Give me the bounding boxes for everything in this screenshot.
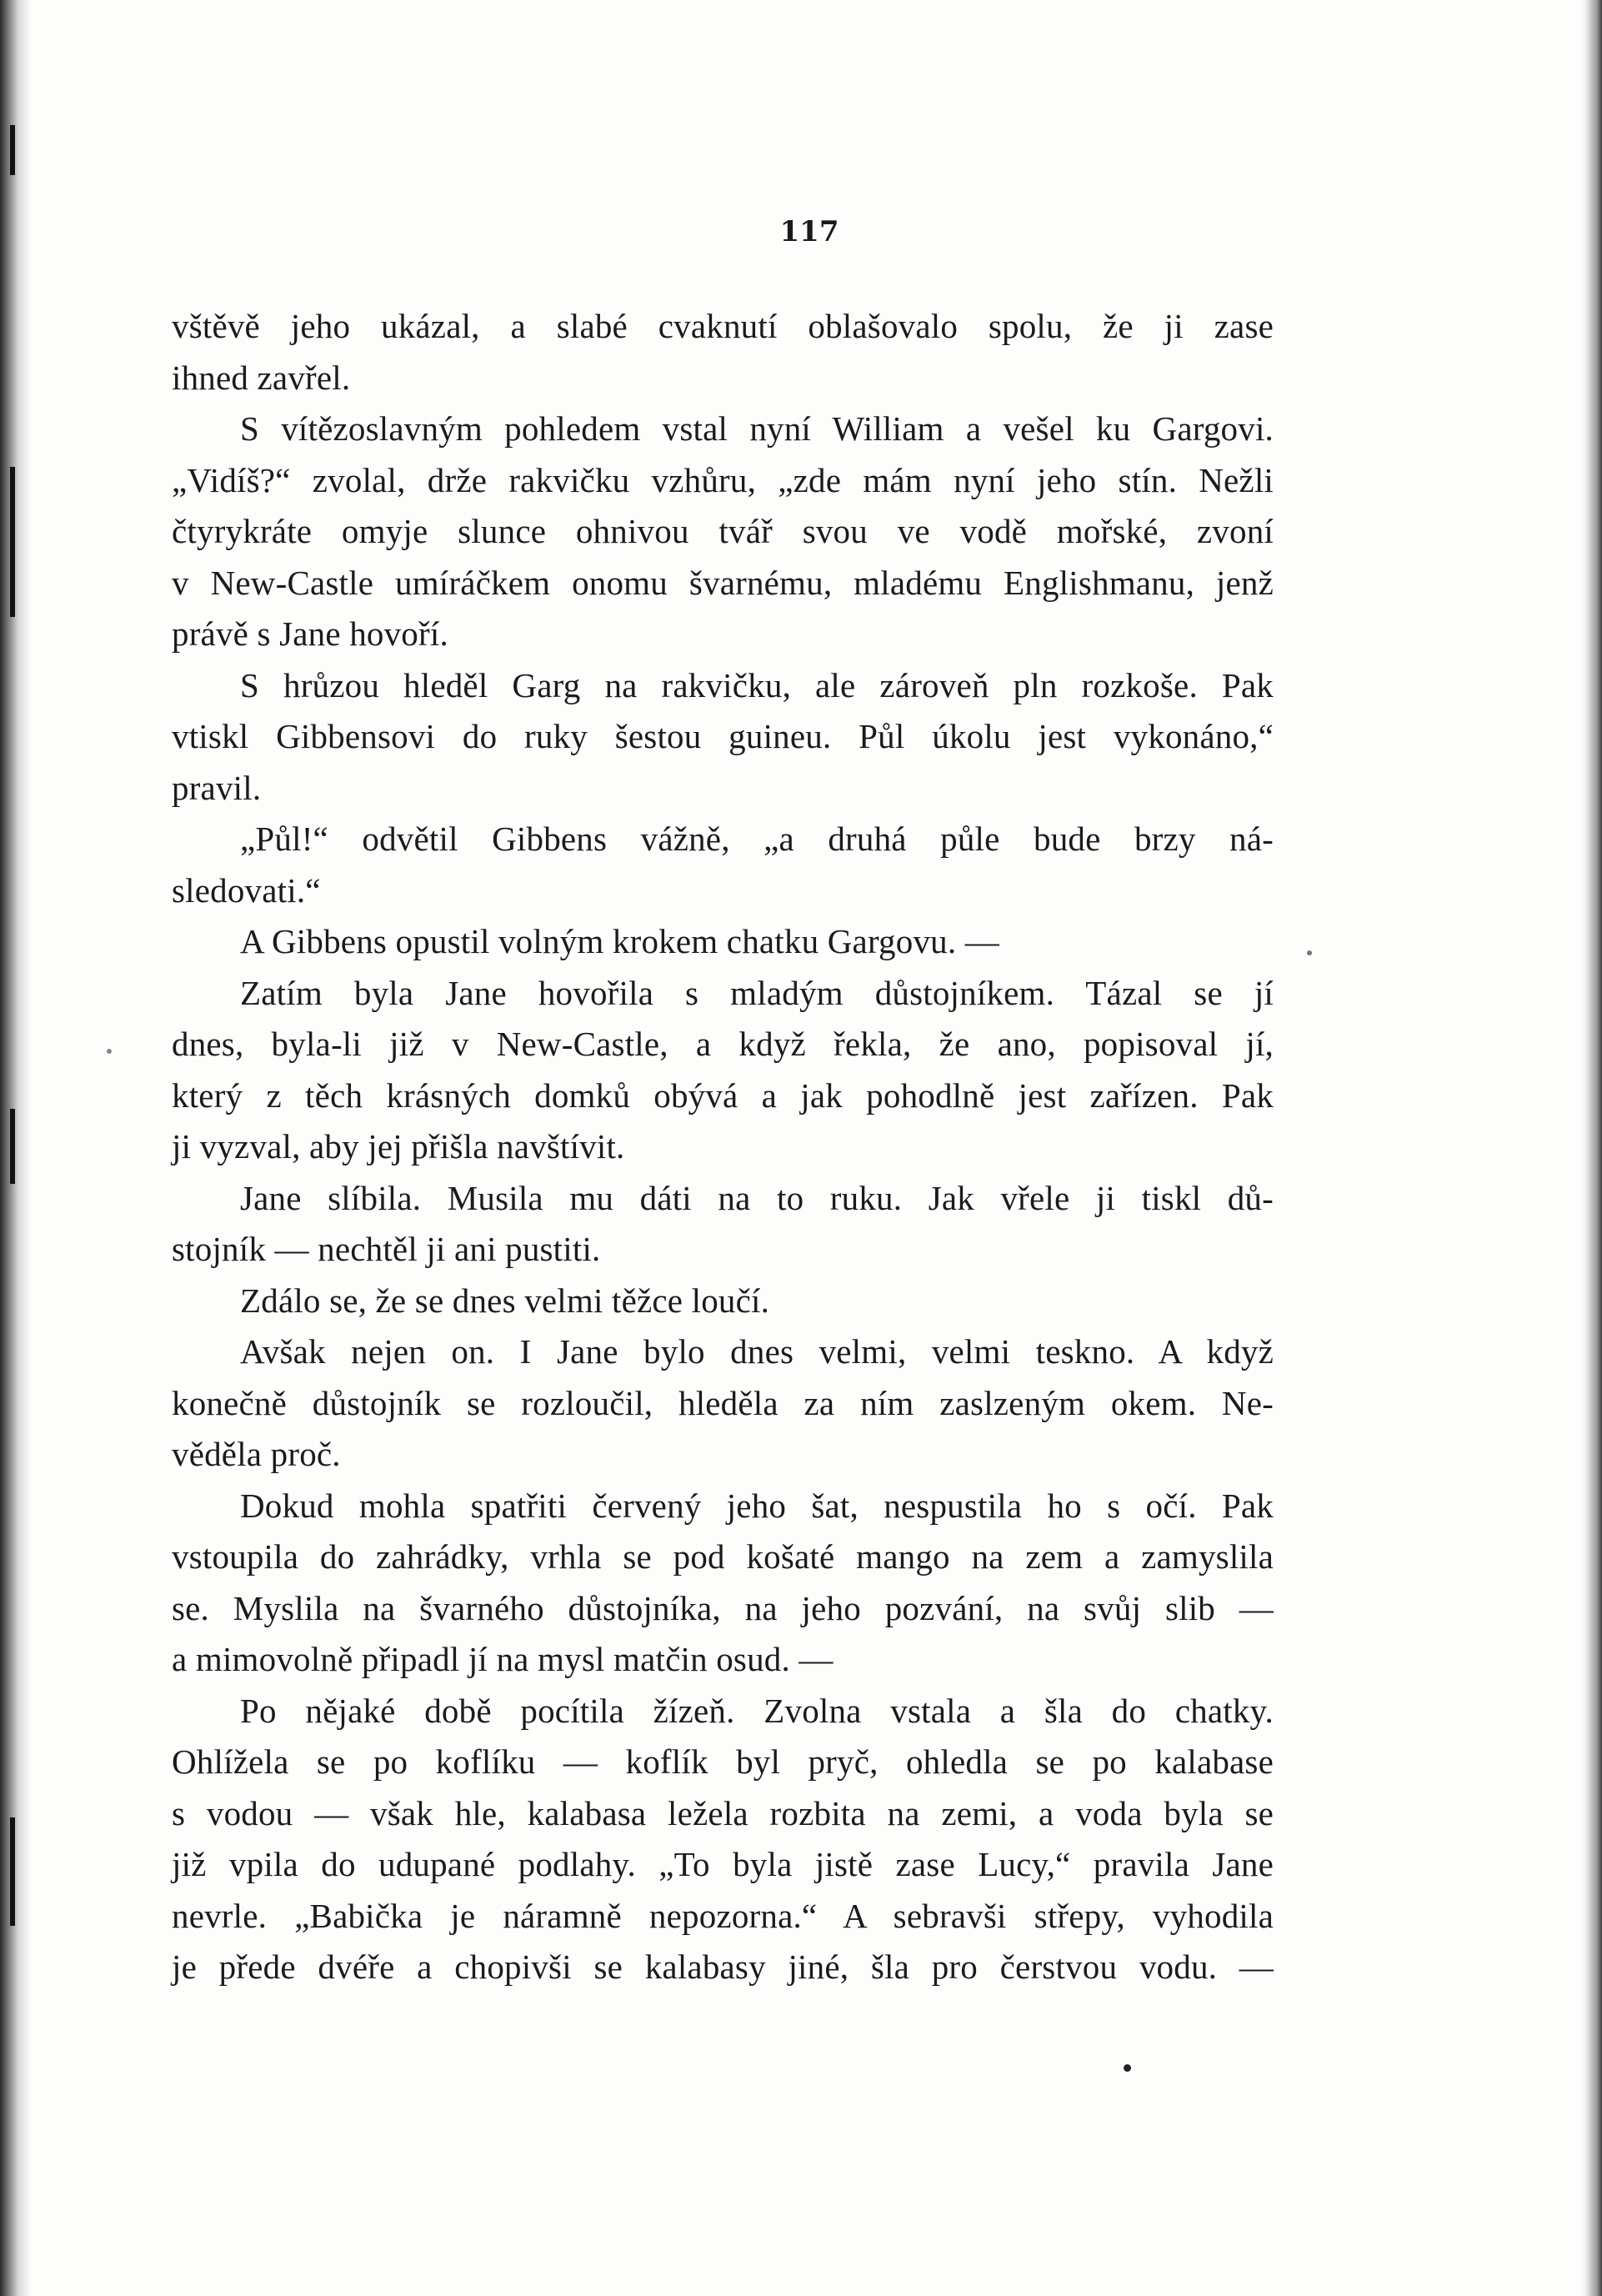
text-line: Avšak nejen on. I Jane bylo dnes velmi, velmi teskno. A když <box>240 1332 1274 1371</box>
text-line: vštěvě jeho ukázal, a slabé cvaknutí oblašovalo spolu, že ji zase <box>172 307 1274 345</box>
text-line: v New-Castle umíráčkem onomu švarnému, mladému Englishmanu, jenž <box>172 563 1274 602</box>
text-line: vtiskl Gibbensovi do ruky šestou guineu. Půl úkolu jest vykonáno,“ <box>172 717 1274 755</box>
text-line: věděla proč. <box>172 1435 341 1473</box>
text-line: Ohlížela se po koflíku — koflík byl pryč, ohledla se po kalabase <box>172 1742 1274 1781</box>
text-line: „Vidíš?“ zvolal, drže rakvičku vzhůru, „zde mám nyní jeho stín. Nežli <box>172 460 1274 499</box>
text-line: vstoupila do zahrádky, vrhla se pod košaté mango na zem a zamyslila <box>172 1537 1274 1576</box>
text-line: sledovati.“ <box>172 870 321 910</box>
text-line: Jane slíbila. Musila mu dáti na to ruku. Jak vřele ji tiskl dů- <box>240 1178 1274 1217</box>
text-line: pravil. <box>172 768 262 807</box>
text-line: stojník — nechtěl ji ani pustiti. <box>172 1230 601 1268</box>
ink-speck <box>1124 2064 1131 2072</box>
text-line: právě s Jane hovoří. <box>172 614 448 653</box>
text-line: konečně důstojník se rozloučil, hleděla za ním zaslzeným okem. Ne- <box>172 1383 1274 1422</box>
text-line: již vpila do udupané podlahy. „To byla jistě zase Lucy,“ pravila Jane <box>172 1845 1274 1883</box>
text-line: S vítězoslavným pohledem vstal nyní William a vešel ku Gargovi. <box>240 409 1274 448</box>
text-line: S hrůzou hleděl Garg na rakvičku, ale zároveň pln rozkoše. Pak <box>240 665 1274 704</box>
text-line: je přede dvéře a chopivši se kalabasy jiné, šla pro čerstvou vodu. — <box>172 1948 1274 1986</box>
text-line: A Gibbens opustil volným krokem chatku Gargovu. — <box>240 922 999 960</box>
text-line: ji vyzval, aby jej přišla navštívit. <box>172 1127 625 1166</box>
text-line: Dokud mohla spatřiti červený jeho šat, nespustila ho s očí. Pak <box>240 1486 1274 1525</box>
ink-speck <box>107 1049 112 1054</box>
text-line: s vodou — však hle, kalabasa ležela rozbita na zemi, a voda byla se <box>172 1793 1274 1832</box>
text-line: Po nějaké době pocítila žízeň. Zvolna vstala a šla do chatky. <box>240 1691 1274 1730</box>
text-line: a mimovolně připadl jí na mysl matčin osud. — <box>172 1640 834 1678</box>
text-line: se. Myslila na švarného důstojníka, na jeho pozvání, na svůj slib — <box>172 1588 1274 1627</box>
text-line: Zdálo se, že se dnes velmi těžce loučí. <box>240 1281 770 1320</box>
binding-edge <box>0 0 32 2296</box>
text-line: čtyrykráte omyje slunce ohnivou tvář svou ve vodě mořské, zvoní <box>172 512 1274 550</box>
text-line: „Půl!“ odvětil Gibbens vážně, „a druhá půle bude brzy ná- <box>240 820 1274 858</box>
text-line: dnes, byla-li již v New-Castle, a když řekla, že ano, popisoval jí, <box>172 1025 1274 1063</box>
binding-mark <box>10 1817 15 1926</box>
page-right-edge <box>1580 0 1602 2296</box>
binding-mark <box>10 125 15 175</box>
text-line: Zatím byla Jane hovořila s mladým důstojníkem. Tázal se jí <box>240 973 1274 1012</box>
binding-mark <box>10 467 15 617</box>
body-text <box>172 301 1274 1993</box>
binding-mark <box>10 1109 15 1184</box>
text-line: který z těch krásných domků obývá a jak pohodlně jest zařízen. Pak <box>172 1075 1274 1115</box>
text-line: ihned zavřel. <box>172 358 351 397</box>
page-number: 117 <box>779 215 839 248</box>
text-line: nevrle. „Babička je náramně nepozorna.“ A sebravši střepy, vyhodila <box>172 1896 1274 1935</box>
ink-speck <box>1307 950 1312 955</box>
